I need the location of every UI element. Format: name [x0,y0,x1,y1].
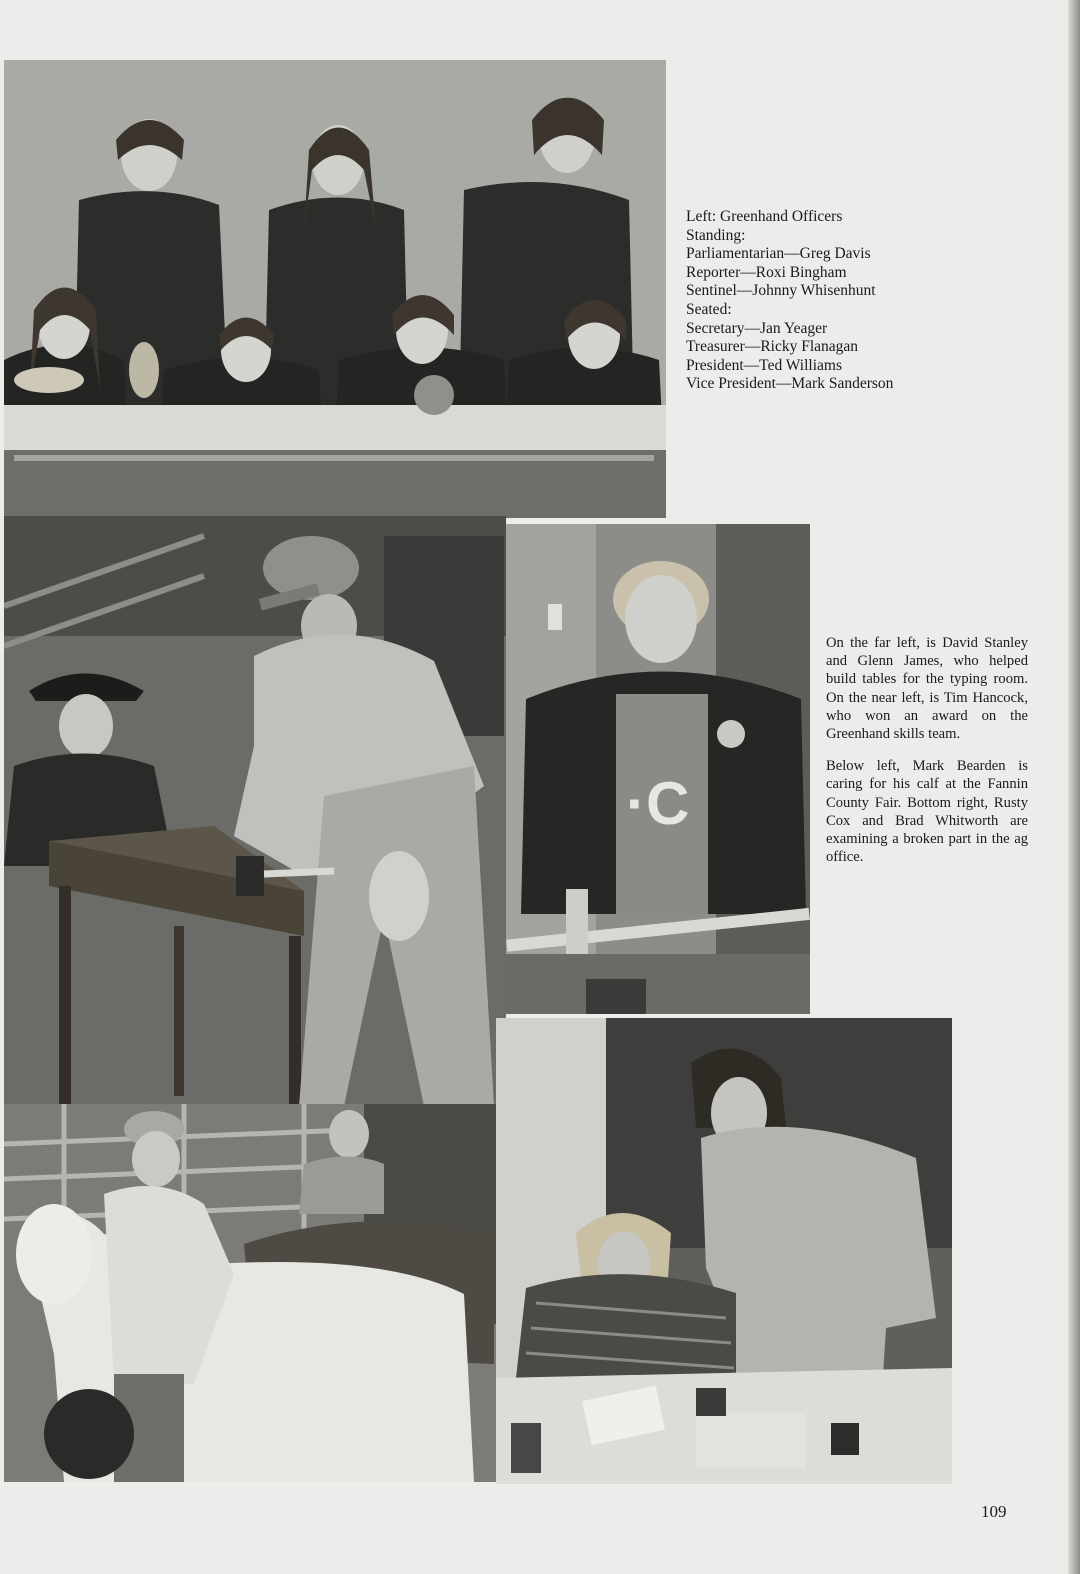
caption-paragraph-tables: On the far left, is David Stanley and Glenn James, who helped build tables for the typing room. On the near left, is Tim Hancock, who won an award on the Greenhand skills team. [826,635,1028,743]
photo-ag-office [496,1018,952,1484]
caption-line: Secretary—Jan Yeager [686,319,828,337]
caption-line: Sentinel—Johnny Whisenhunt [686,282,876,300]
caption-paragraph-calf: Below left, Mark Bearden is caring for his calf at the Fannin County Fair. Bottom right, Rusty Cox and Brad Whitworth are examining a broken part in the ag office. [826,758,1028,866]
caption-line: Vice President—Mark Sanderson [686,375,894,393]
page-spine-shadow [1068,0,1080,1574]
caption-line: Parliamentarian—Greg Davis [686,245,871,263]
caption-line: President—Ted Williams [686,356,842,374]
caption-line: Left: Greenhand Officers [686,208,843,225]
caption-line: Seated: [686,300,732,318]
photo-calf-county-fair [4,1104,496,1482]
photo-building-tables [4,516,506,1106]
svg-text:·C: ·C [626,770,690,837]
caption-line: Standing: [686,226,746,244]
caption-line: Treasurer—Ricky Flanagan [686,338,859,356]
caption-line: Reporter—Roxi Bingham [686,263,847,281]
bleed-through-text [818,70,834,148]
officers-caption [686,208,893,394]
photo-tim-hancock [506,524,810,1014]
activity-caption [826,634,1028,880]
photo-greenhand-officers [4,60,666,518]
page-number: 109 [981,1502,1007,1521]
